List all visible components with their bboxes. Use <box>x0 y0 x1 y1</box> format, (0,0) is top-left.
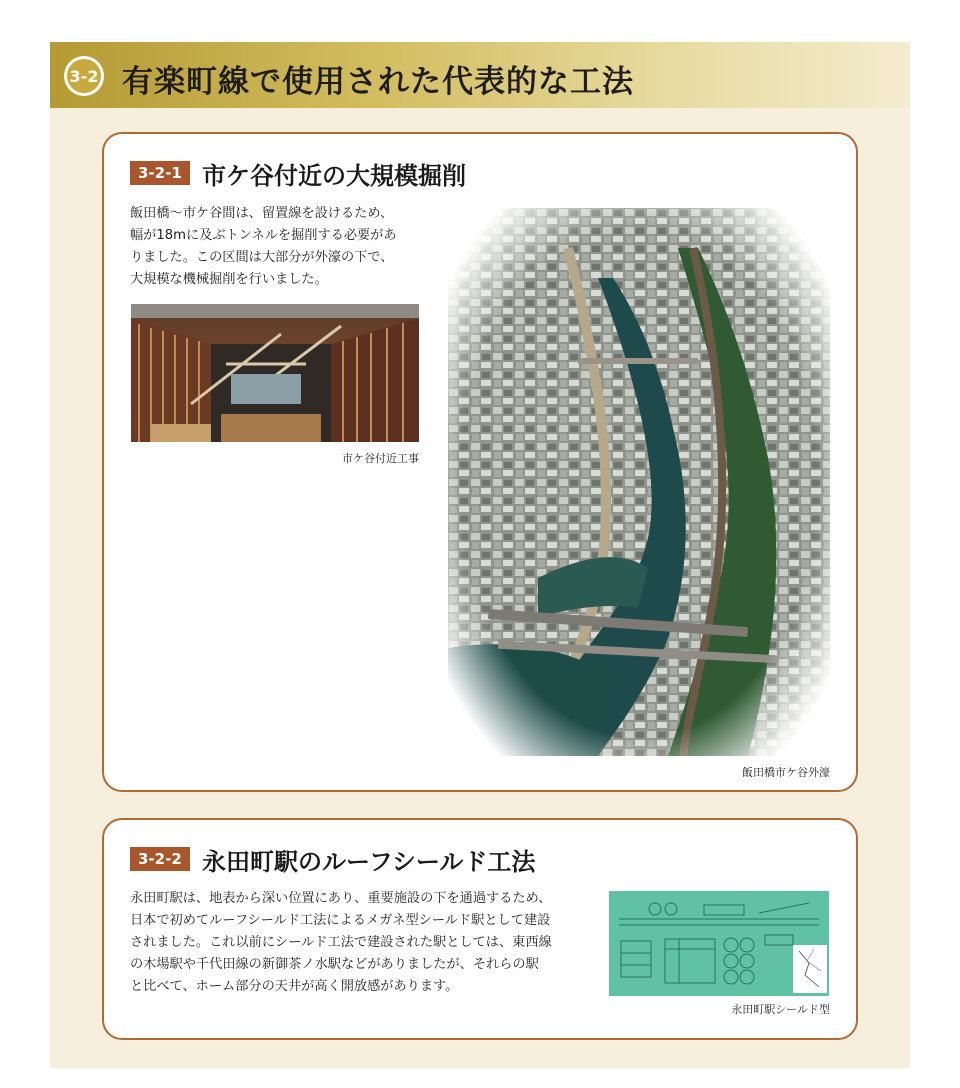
body-line: 日本で初めてルーフシールド工法によるメガネ型シールド駅として建設 <box>130 913 551 928</box>
section-number-badge <box>64 56 104 96</box>
body-line: りました。この区間は大部分が外濠の下で、 <box>130 250 394 265</box>
body-line: 幅が18mに及ぶトンネルを掘削する必要があ <box>130 228 397 243</box>
body-line: の木場駅や千代田線の新御茶ノ水駅などがありましたが、それらの駅 <box>130 957 539 972</box>
subsection-title: 市ケ谷付近の大規模掘削 <box>202 162 466 190</box>
photo-caption: 永田町駅シールド型 <box>731 1003 830 1016</box>
subsection-title: 永田町駅のルーフシールド工法 <box>202 848 536 876</box>
photo-caption: 市ケ谷付近工事 <box>342 452 419 465</box>
body-line: 永田町駅は、地表から深い位置にあり、重要施設の下を通過するため、 <box>130 891 552 906</box>
section-number: 3-2 <box>67 59 101 93</box>
subsection-body <box>130 888 590 998</box>
body-line: と比べて、ホーム部分の天井が高く開放感があります。 <box>130 979 459 994</box>
section-title: 有楽町線で使用された代表的な工法 <box>122 64 634 100</box>
construction-excavation-photo <box>131 304 419 442</box>
aerial-city-canal-photo <box>448 208 830 756</box>
photo-caption: 飯田橋市ケ谷外濠 <box>742 766 830 779</box>
subsection-number-badge: 3-2-1 <box>130 161 190 185</box>
body-line: されました。これ以前にシールド工法で建設された駅としては、東西線 <box>130 935 552 950</box>
subsection-number-badge: 3-2-2 <box>130 847 190 871</box>
body-line: 飯田橋～市ケ谷間は、留置線を設けるため、 <box>130 206 394 221</box>
subsection-body <box>130 203 440 291</box>
body-line: 大規模な機械掘削を行いました。 <box>130 272 328 287</box>
shield-blueprint-diagram <box>609 891 829 996</box>
